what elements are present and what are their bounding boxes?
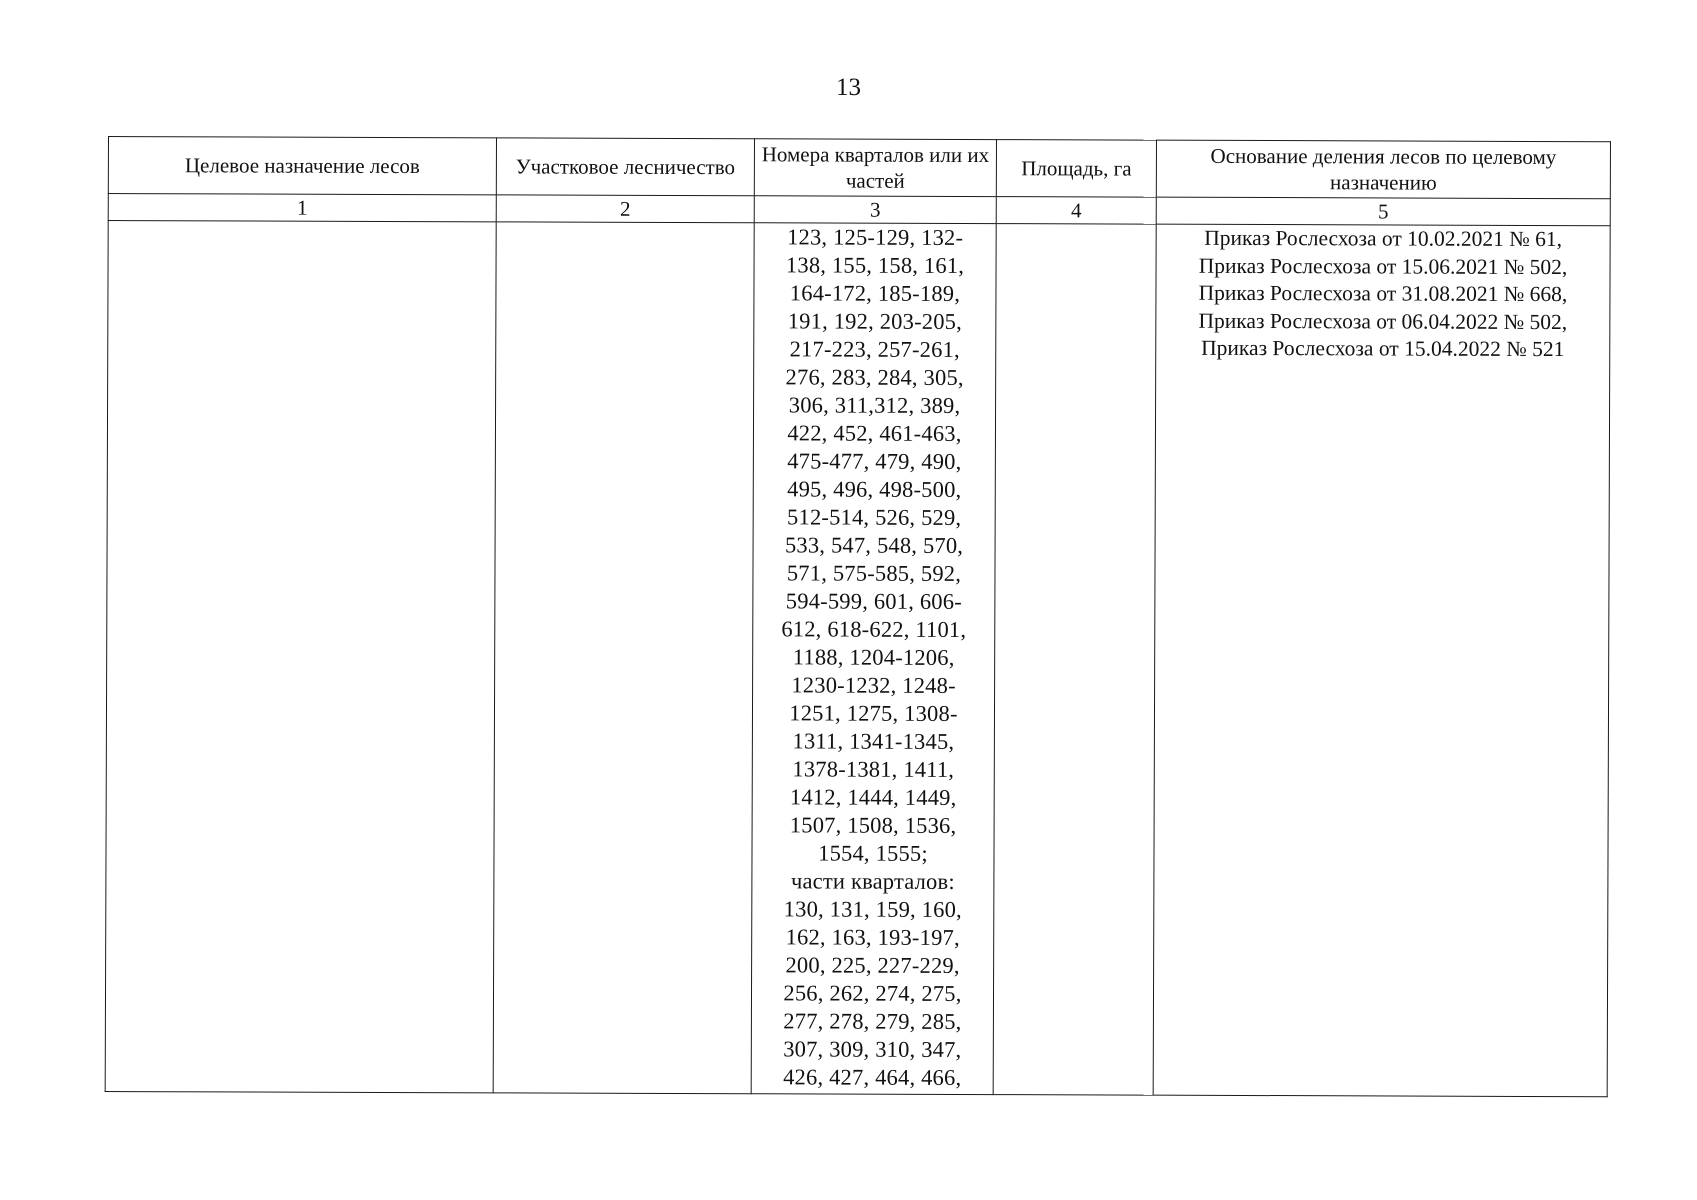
column-number: 1 bbox=[108, 194, 496, 222]
basis-line: Приказ Рослесхоза от 15.04.2022 № 521 bbox=[1201, 335, 1565, 362]
quarters-line: 123, 125-129, 132- bbox=[787, 224, 964, 250]
column-number: 5 bbox=[1156, 197, 1610, 226]
cell-basis bbox=[1153, 224, 1610, 1097]
header-purpose: Целевое назначение лесов bbox=[108, 137, 496, 195]
header-forestry: Участковое лесничество bbox=[496, 138, 754, 196]
quarters-line: 191, 192, 203-205, bbox=[787, 308, 963, 334]
column-number: 3 bbox=[754, 196, 996, 224]
quarters-line: 277, 278, 279, 285, bbox=[783, 1008, 962, 1034]
quarters-line: 594-599, 601, 606- bbox=[785, 588, 962, 614]
header-quarters: Номера кварталов или их частей bbox=[754, 139, 996, 197]
quarters-line: 475-477, 479, 490, bbox=[787, 448, 962, 474]
quarters-line: части кварталов: bbox=[790, 868, 955, 894]
quarters-line: 612, 618-622, 1101, bbox=[781, 616, 967, 642]
quarters-line: 1507, 1508, 1536, bbox=[789, 812, 957, 838]
table-header-row bbox=[108, 137, 1610, 199]
quarters-line: 1378-1381, 1411, bbox=[792, 756, 955, 782]
basis-line: Приказ Рослесхоза от 10.02.2021 № 61, bbox=[1204, 225, 1563, 252]
quarters-line: 276, 283, 284, 305, bbox=[785, 364, 964, 390]
forest-purpose-table bbox=[105, 136, 1611, 1097]
header-basis: Основание деления лесов по целевому назначению bbox=[1156, 140, 1610, 199]
page-number-text: 13 bbox=[836, 74, 861, 101]
quarters-line: 162, 163, 193-197, bbox=[785, 924, 960, 950]
quarters-line: 422, 452, 461-463, bbox=[787, 420, 962, 446]
quarters-line: 495, 496, 498-500, bbox=[787, 476, 962, 502]
quarters-line: 1251, 1275, 1308- bbox=[789, 700, 958, 726]
quarters-line: 1311, 1341-1345, bbox=[792, 728, 955, 754]
quarters-line: 217-223, 257-261, bbox=[789, 336, 960, 362]
cell-purpose bbox=[105, 221, 496, 1093]
column-number: 4 bbox=[996, 197, 1156, 225]
basis-line: Приказ Рослесхоза от 15.06.2021 № 502, bbox=[1198, 253, 1568, 279]
cell-forestry bbox=[493, 222, 754, 1094]
quarters-line: 533, 547, 548, 570, bbox=[784, 532, 964, 558]
quarters-line: 138, 155, 158, 161, bbox=[785, 252, 965, 278]
table-row bbox=[105, 221, 1610, 1097]
quarters-line: 426, 427, 464, 466, bbox=[783, 1064, 962, 1090]
quarters-line: 164-172, 185-189, bbox=[789, 280, 961, 306]
page-number bbox=[0, 74, 1697, 102]
quarters-line: 571, 575-585, 592, bbox=[786, 560, 962, 586]
column-number: 2 bbox=[496, 195, 754, 223]
quarters-line: 1230-1232, 1248- bbox=[791, 672, 956, 698]
quarters-line: 200, 225, 227-229, bbox=[785, 952, 960, 978]
quarters-line: 130, 131, 159, 160, bbox=[783, 896, 962, 922]
quarters-line: 1412, 1444, 1449, bbox=[789, 784, 957, 810]
quarters-line: 1554, 1555; bbox=[818, 840, 928, 866]
quarters-line: 306, 311,312, 389, bbox=[788, 392, 961, 418]
cell-quarters bbox=[751, 223, 996, 1095]
quarters-line: 512-514, 526, 529, bbox=[787, 504, 962, 530]
quarters-line: 307, 309, 310, 347, bbox=[783, 1036, 962, 1062]
cell-area bbox=[993, 224, 1156, 1096]
basis-line: Приказ Рослесхоза от 31.08.2021 № 668, bbox=[1198, 280, 1568, 307]
basis-line: Приказ Рослесхоза от 06.04.2022 № 502, bbox=[1198, 308, 1568, 334]
quarters-line: 256, 262, 274, 275, bbox=[783, 980, 962, 1006]
quarters-line: 1188, 1204-1206, bbox=[792, 644, 955, 670]
header-area: Площадь, га bbox=[996, 140, 1156, 198]
